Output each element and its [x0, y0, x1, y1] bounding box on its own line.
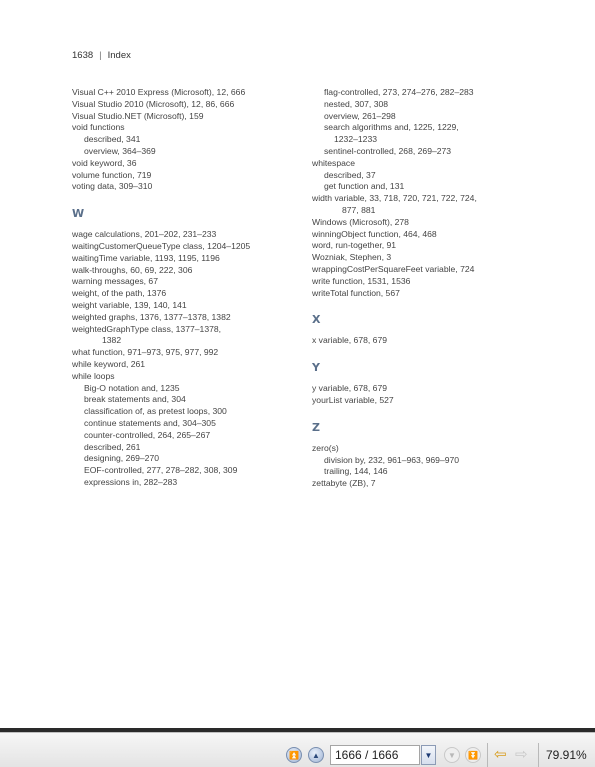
chevron-down-icon[interactable]: ▼: [421, 745, 436, 765]
header-separator: |: [99, 50, 102, 61]
previous-page-icon[interactable]: ▲: [308, 747, 324, 763]
index-entry: nested, 307, 308: [324, 98, 389, 109]
index-entry: waitingTime variable, 1193, 1195, 1196: [72, 252, 220, 263]
index-group-y: [312, 383, 552, 407]
index-entry: Visual Studio.NET (Microsoft), 159: [72, 110, 204, 121]
index-entry: described, 261: [84, 441, 141, 452]
index-group-x: [312, 335, 552, 347]
index-entry: zettabyte (ZB), 7: [312, 478, 376, 489]
next-page-icon[interactable]: ▼: [444, 747, 460, 763]
zoom-level[interactable]: 79.91%: [546, 748, 587, 762]
index-entry: write function, 1531, 1536: [312, 275, 411, 286]
index-entry: 1232–1233: [334, 134, 378, 145]
index-entry: writeTotal function, 567: [312, 287, 400, 298]
index-entry: get function and, 131: [324, 181, 405, 192]
back-arrow-icon[interactable]: ⇦: [494, 746, 507, 763]
index-entry: winningObject function, 464, 468: [312, 228, 437, 239]
index-entry: division by, 232, 961–963, 969–970: [324, 454, 460, 465]
pdf-toolbar: [0, 732, 595, 767]
index-group-w: [72, 229, 302, 489]
index-entry: while loops: [72, 370, 115, 381]
index-entry: weighted graphs, 1376, 1377–1378, 1382: [72, 311, 231, 322]
section-letter-y: Y: [312, 361, 320, 375]
section-letter-z: Z: [312, 420, 320, 434]
page-number-input[interactable]: 1666 / 1666: [330, 745, 420, 765]
index-entry: yourList variable, 527: [312, 394, 394, 405]
index-entry: designing, 269–270: [84, 453, 160, 464]
index-entry: 877, 881: [342, 204, 376, 215]
index-entry: warning messages, 67: [72, 276, 158, 287]
index-entry: y variable, 678, 679: [312, 383, 388, 394]
index-entry: continue statements and, 304–305: [84, 417, 216, 428]
page-header: [72, 50, 131, 61]
index-entry: sentinel-controlled, 268, 269–273: [324, 145, 452, 156]
toolbar-divider: [487, 743, 488, 767]
index-entry: trailing, 144, 146: [324, 466, 388, 477]
index-entry: volume function, 719: [72, 169, 152, 180]
last-page-icon[interactable]: ⏬: [465, 747, 481, 763]
forward-arrow-icon[interactable]: ⇨: [515, 746, 528, 763]
index-column-left: [72, 87, 302, 489]
index-entry: Visual Studio 2010 (Microsoft), 12, 86, 666: [72, 98, 235, 109]
index-entry: word, run-together, 91: [312, 240, 397, 251]
index-entry: search algorithms and, 1225, 1229,: [324, 122, 459, 133]
index-entry: Big-O notation and, 1235: [84, 382, 180, 393]
index-entry: classification of, as pretest loops, 300: [84, 406, 227, 417]
index-entry: what function, 971–973, 975, 977, 992: [72, 347, 219, 358]
index-entry: Windows (Microsoft), 278: [312, 216, 409, 227]
index-entry: while keyword, 261: [72, 358, 146, 369]
index-group-w-continued: [312, 87, 552, 299]
section-letter-w: W: [72, 207, 85, 221]
section-title: Index: [107, 50, 131, 61]
page-number: 1638: [72, 50, 94, 61]
index-entry: void keyword, 36: [72, 157, 137, 168]
index-entry: Visual C++ 2010 Express (Microsoft), 12, 666: [72, 87, 246, 97]
index-entry: zero(s): [312, 442, 339, 453]
section-letter-x: X: [312, 313, 321, 327]
index-entry: walk-throughs, 60, 69, 222, 306: [72, 264, 193, 275]
index-entry: 1382: [102, 335, 122, 346]
toolbar-divider: [538, 743, 539, 767]
index-entry: x variable, 678, 679: [312, 335, 388, 346]
index-entry: break statements and, 304: [84, 394, 186, 405]
index-entry: void functions: [72, 122, 125, 133]
index-entry: wage calculations, 201–202, 231–233: [72, 229, 217, 240]
index-group-v: [72, 87, 302, 193]
index-entry: counter-controlled, 264, 265–267: [84, 429, 211, 440]
index-entry: expressions in, 282–283: [84, 476, 178, 487]
index-group-z: [312, 443, 552, 490]
index-entry: overview, 364–369: [84, 145, 156, 156]
index-entry: weight, of the path, 1376: [72, 288, 167, 299]
index-entry: waitingCustomerQueueType class, 1204–1205: [72, 240, 251, 251]
index-entry: Wozniak, Stephen, 3: [312, 252, 392, 263]
index-entry: weightedGraphType class, 1377–1378,: [72, 323, 222, 334]
index-entry: described, 341: [84, 134, 141, 145]
index-entry: described, 37: [324, 169, 376, 180]
index-entry: flag-controlled, 273, 274–276, 282–283: [324, 87, 474, 97]
index-entry: EOF-controlled, 277, 278–282, 308, 309: [84, 465, 238, 476]
index-column-right: [312, 87, 552, 490]
index-entry: width variable, 33, 718, 720, 721, 722, 724,: [312, 193, 477, 204]
index-entry: whitespace: [312, 157, 355, 168]
index-entry: wrappingCostPerSquareFeet variable, 724: [312, 263, 475, 274]
index-entry: overview, 261–298: [324, 110, 396, 121]
index-entry: weight variable, 139, 140, 141: [72, 299, 187, 310]
first-page-icon[interactable]: ⏫: [286, 747, 302, 763]
index-entry: voting data, 309–310: [72, 181, 153, 192]
